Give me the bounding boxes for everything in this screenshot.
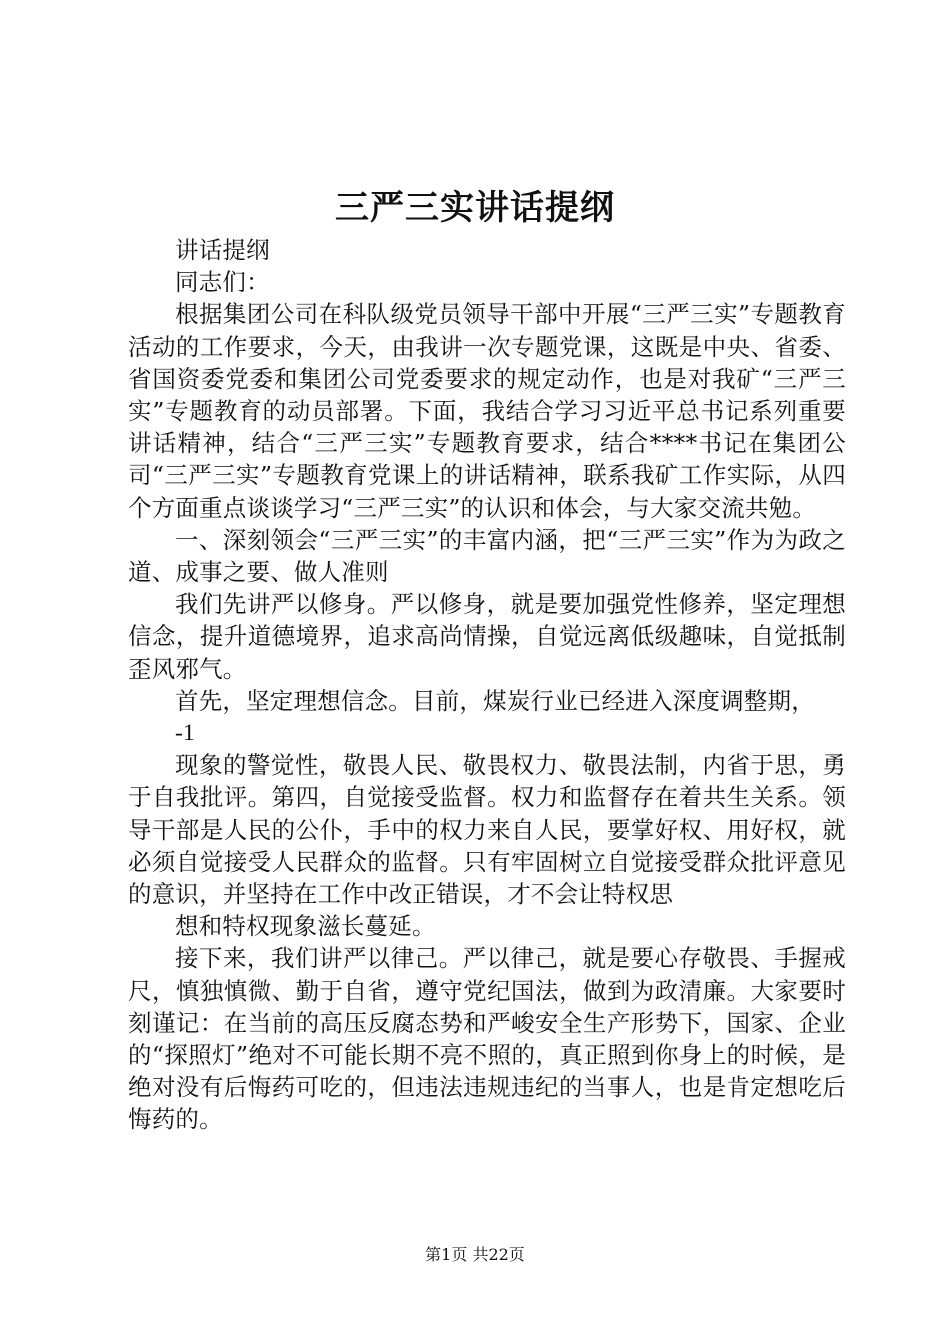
paragraph-continuation: 想和特权现象滋长蔓延。 [175,912,436,941]
paragraph-intro: 根据集团公司在科队级党员领导干部中开展“三严三实”专题教育活动的工作要求，今天，由我讲一次专题党课，这既是中央、省委、省国资委党委和集团公司党委要求的规定动作，也是对我矿“三严三实”专题教育的动员部署。下面，我结合学习习近平总书记系列重要讲话精神，结合“三严三实”专题教育要求，结合****书记在集团公司“三严三实”专题教育党课上的讲话精神，联系我矿工作实际，从四个方面重点谈谈学习“三严三实”的认识和体会，与大家交流共勉。 [128,300,846,522]
paragraph-salutation: 同志们： [175,268,270,297]
paragraph-ideals: 首先，坚定理想信念。目前，煤炭行业已经进入深度调整期， [175,686,815,715]
paragraph-supervision: 现象的警觉性，敬畏人民、敬畏权力、敬畏法制，内省于思，勇于自我批评。第四，自觉接受监督。权力和监督存在着共生关系。领导干部是人民的公仆，手中的权力来自人民，要掌好权、用好权，就必须自觉接受人民群众的监督。只有牢固树立自觉接受群众批评意见的意识，并坚持在工作中改正错误，才不会让特权思 [128,751,846,909]
paragraph-self-cultivation: 我们先讲严以修身。严以修身，就是要加强党性修养，坚定理想信念，提升道德境界，追求高尚情操，自觉远离低级趣味，自觉抵制歪风邪气。 [128,590,846,683]
inline-page-marker: -1 [175,720,195,747]
document-body [128,234,846,1136]
paragraph-section-one-heading: 一、深刻领会“三严三实”的丰富内涵，把“三严三实”作为为政之道、成事之要、做人准则 [128,525,846,587]
document-title: 三严三实讲话提纲 [335,188,615,228]
page-number-footer: 第1页 共22页 [425,1245,525,1264]
paragraph-self-discipline: 接下来，我们讲严以律己。严以律己，就是要心存敬畏、手握戒尺，慎独慎微、勤于自省，遵守党纪国法，做到为政清廉。大家要时刻谨记：在当前的高压反腐态势和严峻安全生产形势下，国家、企业的“探照灯”绝对不可能长期不亮不照的，真正照到你身上的时候，是绝对没有后悔药可吃的，但违法违规违纪的当事人，也是肯定想吃后悔药的。 [128,944,846,1134]
paragraph-heading-label: 讲话提纲 [175,236,270,264]
